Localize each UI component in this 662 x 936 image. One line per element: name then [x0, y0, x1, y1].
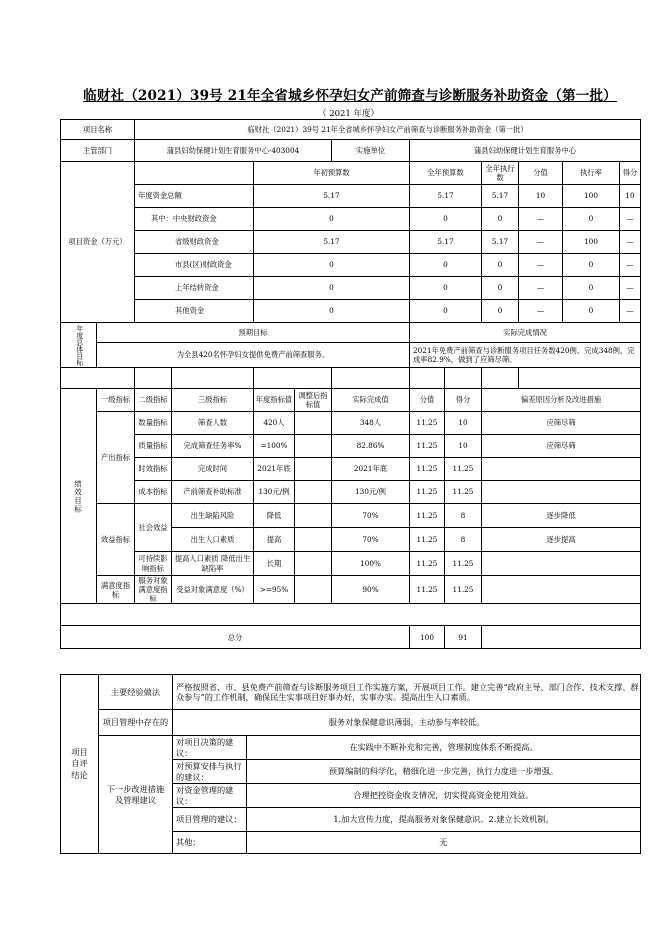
funds-row: 其中：中央财政资金 0 0 0 — 0 — — [61, 208, 641, 231]
project-name-value: 临财社（2021）39号 21年全省城乡怀孕妇女产前筛查与诊断服务补助资金（第一批） — [135, 120, 641, 140]
col-got: 得分 — [620, 162, 641, 185]
suggestion-text: 预算编制的科学化，精细化进一步完善，执行力度进一步增强。 — [247, 760, 641, 784]
project-name-row — [61, 120, 641, 140]
problem-row — [61, 710, 641, 736]
benefit-group-label: 效益指标 — [97, 504, 135, 576]
funds-row: 市县(区)财政资金 0 0 0 — 0 — — [61, 254, 641, 277]
fund-name: 省级财政资金 — [135, 231, 254, 254]
fund-name: 年度资金总额 — [135, 185, 254, 208]
col-adjusted: 调整后指标值 — [295, 389, 332, 412]
col-got: 得分 — [445, 389, 482, 412]
expected-goal: 为全县420名怀孕妇女提供免费产前筛查服务。 — [97, 343, 410, 368]
total-row — [61, 626, 641, 649]
total-label: 总分 — [61, 626, 410, 649]
satisfaction-group-label: 满意度指标 — [97, 576, 135, 604]
col-exec-rate: 执行率 — [563, 162, 620, 185]
suggestion-text: 1.加大宣传力度，提高服务对象保健意识。2.建立长效机制。 — [247, 808, 641, 832]
impl-label: 实施单位 — [332, 140, 410, 162]
suggestion-label: 对资金管理的建议： — [173, 784, 247, 808]
annual-goal-label: 年度总体目标 — [61, 323, 97, 368]
goal-header-row — [61, 323, 641, 343]
experience-text: 严格按照省、市、县免费产前筛查与诊断服务项目工作实施方案，开展项目工作。建立完善“政府主导、部门合作、技术支撑、群众参与”的工作机制，确保民生实事项目好事办好，实事办实。提高出生人口素质。 — [173, 675, 641, 710]
perf-row: 成本指标 产前筛查补助标准 130元/例 130元/例 11.25 11.25 — [61, 481, 641, 504]
funds-row: 其他资金 0 0 0 — 0 — — [61, 300, 641, 323]
suggestion-label: 其他： — [173, 832, 247, 854]
suggestion-row — [61, 736, 641, 760]
perf-row: 时效指标 完成时间 2021年底 2021年底 11.25 11.25 — [61, 458, 641, 481]
perf-row: 质量指标 完成筛查任务率% =100% 82.86% 11.25 10 应筛尽筛 — [61, 435, 641, 458]
spacer-row — [61, 368, 641, 389]
funds-row: 年度资金总额 5.17 5.17 5.17 10 100 10 — [61, 185, 641, 208]
evaluation-table — [60, 674, 641, 854]
actual-result: 2021年免费产前筛查与诊断服务项目任务数420例，完成348例，完成率82.9%，做到了应筛尽筛。 — [410, 343, 641, 368]
blank-row — [61, 604, 641, 626]
self-evaluation-table — [60, 119, 641, 649]
funds-label: 项目资金（万元） — [61, 162, 135, 323]
suggestion-text: 合理把控资金收支情况，切实提高资金使用效益。 — [247, 784, 641, 808]
funds-header-row — [61, 162, 641, 185]
fund-name: 其他资金 — [135, 300, 254, 323]
col-annual-budget: 全年预算数 — [410, 162, 482, 185]
col-initial-budget: 年初预算数 — [254, 162, 410, 185]
problem-label: 项目管理中存在的 — [99, 710, 173, 736]
col-target: 年度指标值 — [254, 389, 295, 412]
fund-name: 市县(区)财政资金 — [135, 254, 254, 277]
col-level3: 三级指标 — [172, 389, 254, 412]
experience-label: 主要经验做法 — [99, 675, 173, 710]
project-name-label: 项目名称 — [61, 120, 135, 140]
perf-row: 效益指标 社会效益 出生缺陷风险 降低 70% 11.25 8 逐步降低 — [61, 504, 641, 528]
col-level1: 一级指标 — [97, 389, 135, 412]
perf-row: 满意度指标 服务对象满意度指标 受益对象满意度（%） >=95% 90% 11.25 11.25 — [61, 576, 641, 604]
dept-value: 蒲县妇幼保健计划生育服务中心-403004 — [135, 140, 332, 162]
fund-name: 上年结转资金 — [135, 277, 254, 300]
col-score: 分值 — [410, 389, 445, 412]
fiscal-year: （ 2021 年度） — [318, 109, 380, 119]
perf-header-row — [61, 389, 641, 412]
experience-row — [61, 675, 641, 710]
col-actual: 实际完成值 — [332, 389, 410, 412]
col-deviation: 偏差原因分析及改进措施 — [482, 389, 641, 412]
col-level2: 二级指标 — [135, 389, 172, 412]
perf-goal-label: 绩效目标 — [61, 389, 97, 604]
funds-row: 省级财政资金 5.17 5.17 5.17 — 100 — — [61, 231, 641, 254]
page-title: 临财社（2021）39号 21年全省城乡怀孕妇女产前筛查与诊断服务补助资金（第一批） — [83, 88, 617, 104]
perf-row: 出生人口素质 提高 70% 11.25 8 逐步提高 — [61, 528, 641, 552]
suggestion-label: 对预算安排与执行的建议： — [173, 760, 247, 784]
expected-goal-label: 预期目标 — [97, 323, 410, 343]
total-score: 100 — [410, 626, 445, 649]
suggestion-text: 无 — [247, 832, 641, 854]
actual-result-label: 实际完成情况 — [410, 323, 641, 343]
perf-row: 产出指标 数量指标 筛查人数 420人 348人 11.25 10 应筛尽筛 — [61, 412, 641, 435]
col-score: 分值 — [519, 162, 563, 185]
dept-label: 主管部门 — [61, 140, 135, 162]
impl-value: 蒲县妇幼保健计划生育服务中心 — [410, 140, 641, 162]
suggestion-label: 对项目决策的建议： — [173, 736, 247, 760]
suggestion-label: 项目管理的建议： — [173, 808, 247, 832]
perf-row: 可持续影响指标 提高人口素质 降低出生缺陷率 长期 100% 11.25 11.25 — [61, 552, 641, 576]
total-got: 91 — [445, 626, 482, 649]
goal-content-row — [61, 343, 641, 368]
suggestion-text: 在实践中不断补充和完善，管理制度体系不断提高。 — [247, 736, 641, 760]
next-steps-label: 下一步改进措施及管理建议 — [99, 736, 173, 854]
evaluation-label: 项目自评结论 — [61, 675, 99, 854]
problem-text: 服务对象保健意识薄弱，主动参与率较低。 — [173, 710, 641, 736]
funds-row: 上年结转资金 0 0 0 — 0 — — [61, 277, 641, 300]
output-group-label: 产出指标 — [97, 412, 135, 504]
department-row — [61, 140, 641, 162]
fund-name: 其中：中央财政资金 — [135, 208, 254, 231]
col-annual-exec: 全年执行数 — [482, 162, 519, 185]
